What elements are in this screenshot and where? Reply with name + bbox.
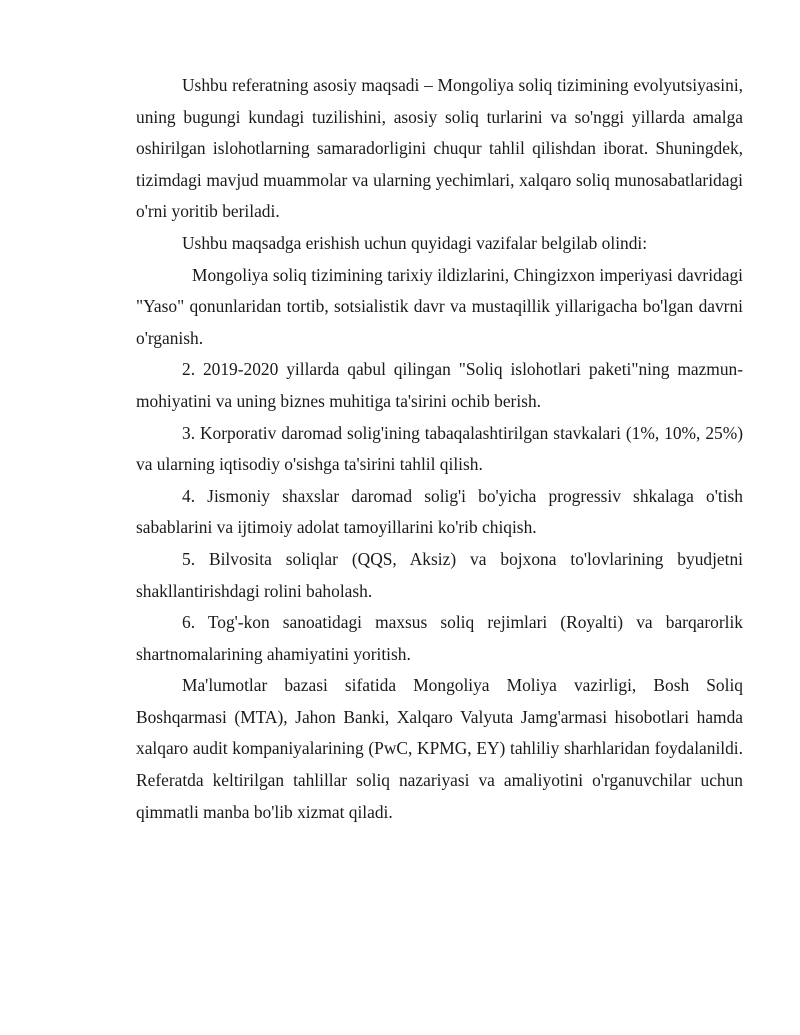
task-item-3: 3. Korporativ daromad solig'ining tabaqalashtirilgan stavkalari (1%, 10%, 25%) va ularning iqtisodiy o'sishga ta'sirini tahlil qilish. bbox=[136, 422, 743, 475]
task-item-5: 5. Bilvosita soliqlar (QQS, Aksiz) va bojxona to'lovlarining byudjetni shakllantirishdagi rolini baholash. bbox=[136, 548, 743, 601]
task-item-6: 6. Tog'-kon sanoatidagi maxsus soliq rejimlari (Royalti) va barqarorlik shartnomalarining ahamiyatini yoritish. bbox=[136, 612, 743, 664]
task-item-4: 4. Jismoniy shaxslar daromad solig'i bo'yicha progressiv shkalaga o'tish sabablarini va ijtimoiy adolat tamoyillarini ko'rib chiqish. bbox=[136, 485, 743, 538]
task-item-1: Mongoliya soliq tizimining tarixiy ildizlarini, Chingizxon imperiyasi davridagi "Yaso" qonunlaridan tortib, sotsialistik davr va mustaqillik yillarigacha bo'lgan davrni o'rganish. bbox=[136, 264, 743, 348]
paragraph-tasks-intro: Ushbu maqsadga erishish uchun quyidagi vazifalar belgilab olindi: bbox=[182, 232, 648, 253]
paragraph-purpose: Ushbu referatning asosiy maqsadi – Mongoliya soliq tizimining evolyutsiyasini, uning bugungi kundagi tuzilishini, asosiy soliq turlarini va so'nggi yillarda amalga oshirilgan islohotlarning samaradorligini chuqur tahlil qilishdan iborat. Shuningdek, tizimdagi mavjud muammolar va ularning yechimlari, xalqaro soliq munosabatlaridagi o'rni yoritib beriladi. bbox=[136, 75, 743, 222]
paragraph-sources: Ma'lumotlar bazasi sifatida Mongoliya Moliya vazirligi, Bosh Soliq Boshqarmasi (MTA), Jahon Banki, Xalqaro Valyuta Jamg'armasi hisobotlari hamda xalqaro audit kompaniyalarining (PwC, KPMG, EY) tahliliy sharhlaridan foydalanildi. Referatda keltirilgan tahlillar soliq nazariyasi va amaliyotini o'rganuvchilar uchun qimmatli manba bo'lib xizmat qiladi. bbox=[136, 675, 743, 822]
document-body bbox=[136, 70, 743, 828]
task-item-2: 2. 2019-2020 yillarda qabul qilingan "Soliq islohotlari paketi"ning mazmun-mohiyatini va uning biznes muhitiga ta'sirini ochib berish. bbox=[136, 359, 743, 411]
